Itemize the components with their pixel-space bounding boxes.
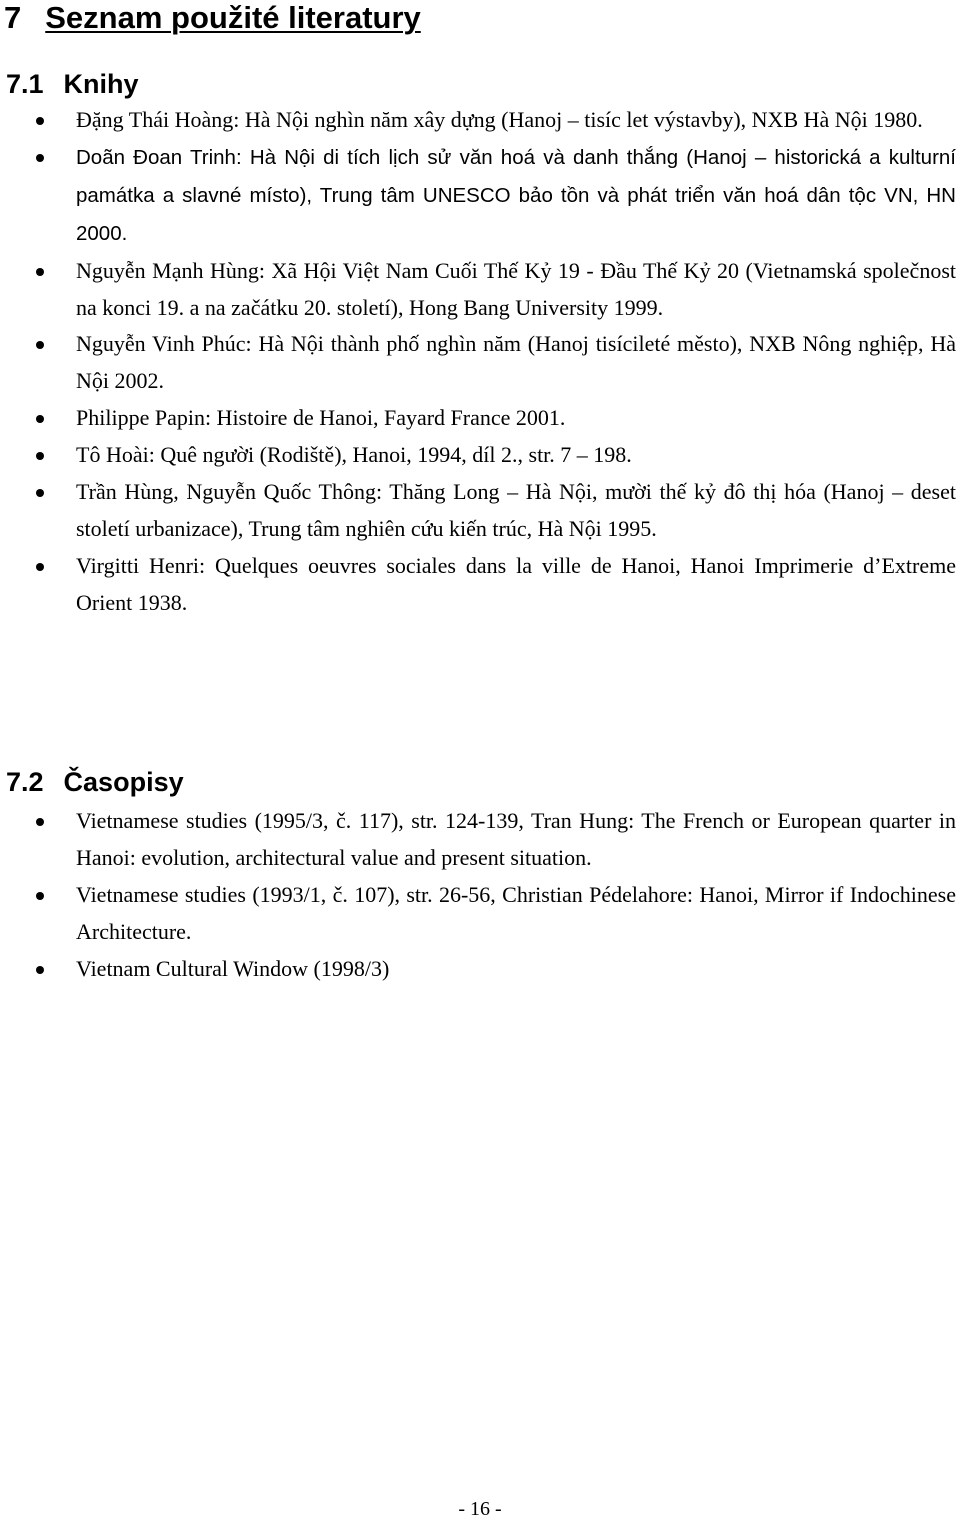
bullet-icon bbox=[36, 268, 44, 276]
bullet-icon bbox=[36, 117, 44, 125]
list-item: Vietnamese studies (1993/1, č. 107), str. 26-56, Christian Pédelahore: Hanoi, Mirror if Indochinese Architecture. bbox=[0, 877, 956, 951]
list-item: Vietnam Cultural Window (1998/3) bbox=[0, 951, 956, 988]
list-item: Nguyễn Mạnh Hùng: Xã Hội Việt Nam Cuối Thế Kỷ 19 - Đầu Thế Kỷ 20 (Vietnamská společnost na konci 19. a na začátku 20. století), Hong Bang University 1999. bbox=[0, 253, 956, 327]
list-item: Virgitti Henri: Quelques oeuvres sociales dans la ville de Hanoi, Hanoi Imprimerie d’Extreme Orient 1938. bbox=[0, 548, 956, 622]
bullet-icon bbox=[36, 341, 44, 349]
list-item: Trần Hùng, Nguyễn Quốc Thông: Thăng Long – Hà Nội, mười thế kỷ đô thị hóa (Hanoj – deset století urbanizace), Trung tâm nghiên cứu kiến trúc, Hà Nội 1995. bbox=[0, 474, 956, 548]
list-item: Vietnamese studies (1995/3, č. 117), str. 124-139, Tran Hung: The French or European quarter in Hanoi: evolution, architectural value and present situation. bbox=[0, 803, 956, 877]
list-item: Philippe Papin: Histoire de Hanoi, Fayard France 2001. bbox=[0, 400, 956, 437]
chapter-number: 7 bbox=[4, 0, 22, 35]
journals-list bbox=[0, 803, 956, 988]
bullet-icon bbox=[36, 154, 44, 162]
bullet-icon bbox=[36, 563, 44, 571]
list-item: Đặng Thái Hoàng: Hà Nội nghìn năm xây dựng (Hanoj – tisíc let výstavby), NXB Hà Nội 1980. bbox=[0, 102, 956, 139]
bullet-icon bbox=[36, 489, 44, 497]
bullet-icon bbox=[36, 415, 44, 423]
section-number: 7.2 bbox=[6, 767, 44, 797]
section-title: Knihy bbox=[63, 69, 139, 99]
page-number: - 16 - bbox=[458, 1498, 502, 1520]
list-item: Tô Hoài: Quê người (Rodiště), Hanoi, 1994, díl 2., str. 7 – 198. bbox=[0, 437, 956, 474]
bullet-icon bbox=[36, 966, 44, 974]
chapter-heading bbox=[4, 0, 421, 36]
bullet-icon bbox=[36, 818, 44, 826]
section-heading-books bbox=[6, 68, 139, 100]
chapter-title: Seznam použité literatury bbox=[45, 0, 421, 35]
list-item: Doãn Đoan Trinh: Hà Nội di tích lịch sử văn hoá và danh thắng (Hanoj – historická a kulturní památka a slavné místo), Trung tâm UNESCO bảo tồn và phát triển văn hoá dân tộc VN, HN 2000. bbox=[0, 139, 956, 253]
bullet-icon bbox=[36, 892, 44, 900]
section-title: Časopisy bbox=[63, 767, 184, 797]
section-number: 7.1 bbox=[6, 69, 44, 99]
bullet-icon bbox=[36, 452, 44, 460]
list-item: Nguyễn Vinh Phúc: Hà Nội thành phố nghìn năm (Hanoj tisícileté město), NXB Nông nghiệp, Hà Nội 2002. bbox=[0, 326, 956, 400]
books-list bbox=[0, 102, 956, 622]
section-heading-journals bbox=[6, 766, 184, 798]
